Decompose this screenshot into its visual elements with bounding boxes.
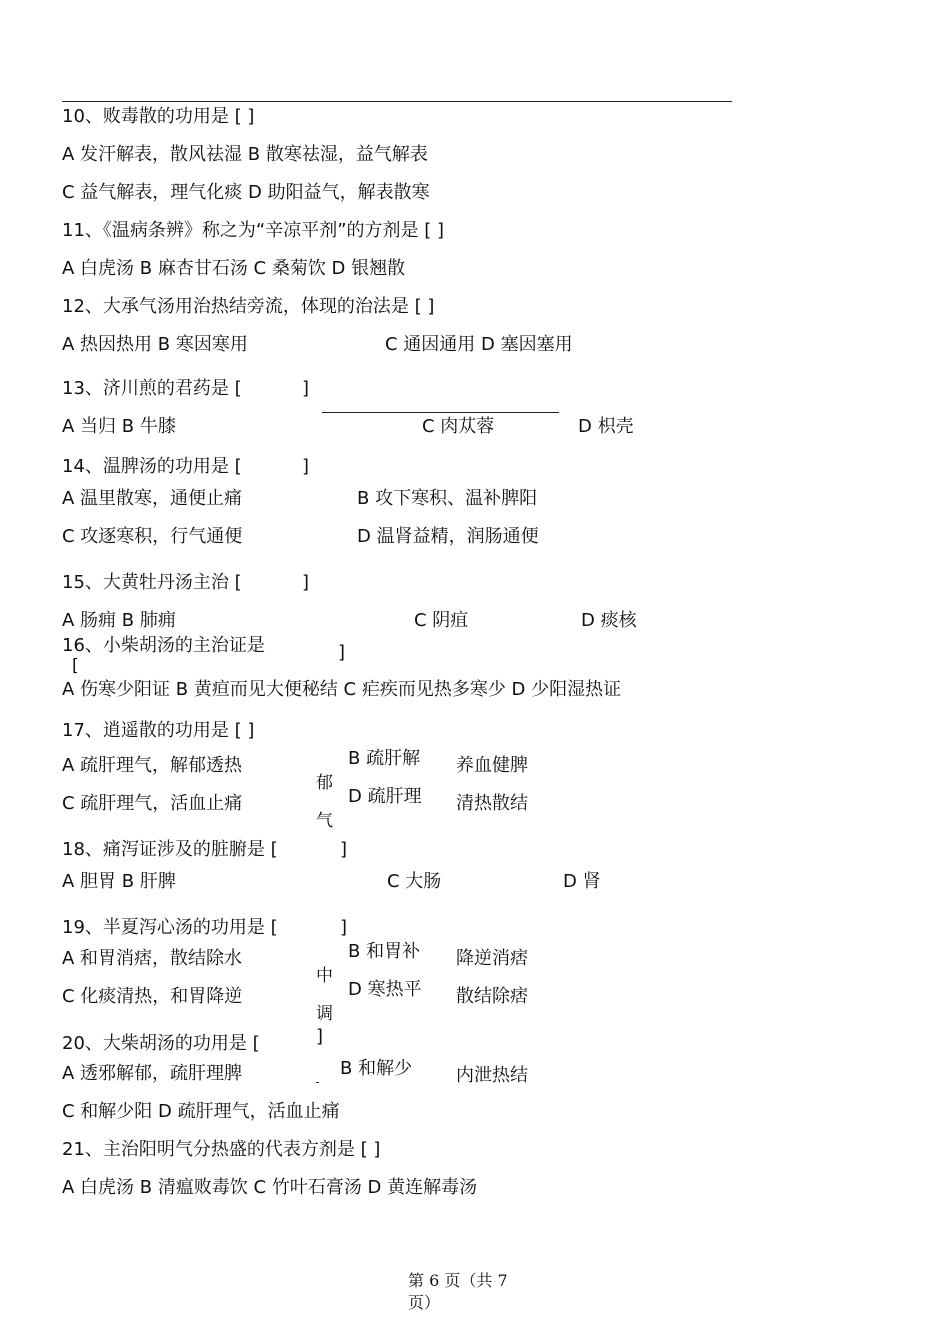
- question-17-option-b-fragment: 郁: [316, 773, 333, 793]
- question-15-bracket: ]: [302, 572, 310, 593]
- question-19-option-a: A 和胃消痞，散结除水: [62, 948, 243, 969]
- question-20-option-b-tail: 内泄热结: [456, 1065, 528, 1086]
- question-17-stem: 17、逍遥散的功用是 [ ]: [62, 720, 255, 741]
- question-10-options-cd: C 益气解表，理气化痰 D 助阳益气，解表散寒: [62, 182, 430, 203]
- question-21-stem: 21、主治阳明气分热盛的代表方剂是 [ ]: [62, 1139, 381, 1160]
- question-18-options-ab: A 胆胃 B 肝脾: [62, 871, 176, 892]
- question-17-option-a: A 疏肝理气，解郁透热: [62, 755, 243, 776]
- question-17-option-d-fragment: 气: [316, 811, 333, 831]
- question-14-option-c: C 攻逐寒积，行气通便: [62, 526, 243, 547]
- question-11-options: A 白虎汤 B 麻杏甘石汤 C 桑菊饮 D 银翘散: [62, 258, 406, 279]
- question-19-option-b-fragment: 中: [316, 966, 333, 986]
- question-17-option-d: D 疏肝理: [348, 786, 422, 807]
- question-19-option-d-fragment: 调: [316, 1004, 333, 1024]
- question-19-option-d-tail: 散结除痞: [456, 986, 528, 1007]
- question-17-option-b-tail: 养血健脾: [456, 755, 528, 776]
- question-15-option-c: C 阴疽: [414, 610, 469, 631]
- question-20-options-cd: C 和解少阳 D 疏肝理气，活血止痛: [62, 1101, 340, 1122]
- question-10-stem: 10、败毒散的功用是 [ ]: [62, 106, 255, 127]
- question-21-options: A 白虎汤 B 清瘟败毒饮 C 竹叶石膏汤 D 黄连解毒汤: [62, 1177, 478, 1198]
- question-13-stem: 13、济川煎的君药是 [: [62, 378, 242, 399]
- question-18-bracket: ]: [340, 839, 348, 860]
- question-16-stem: 16、小柴胡汤的主治证是: [62, 635, 265, 656]
- question-20-option-b: B 和解少: [340, 1058, 413, 1079]
- question-13-options-ab: A 当归 B 牛膝: [62, 416, 176, 437]
- question-15-option-d: D 痰核: [581, 610, 637, 631]
- question-14-option-d: D 温肾益精，润肠通便: [357, 526, 539, 547]
- question-13-bracket: ]: [302, 378, 310, 399]
- question-20-option-a: A 透邪解郁，疏肝理脾: [62, 1063, 243, 1084]
- question-18-option-d: D 肾: [563, 871, 601, 892]
- question-13-option-d: D 枳壳: [578, 416, 634, 437]
- page-number-line2: 页）: [408, 1293, 441, 1312]
- question-19-option-c: C 化痰清热，和胃降逆: [62, 986, 243, 1007]
- question-12-options-ab: A 热因热用 B 寒因寒用: [62, 334, 248, 355]
- question-19-stem: 19、半夏泻心汤的功用是 [: [62, 917, 278, 938]
- question-19-bracket: ]: [340, 917, 348, 938]
- question-13-option-c: C 肉苁蓉: [422, 416, 495, 437]
- question-19-option-b-tail: 降逆消痞: [456, 948, 528, 969]
- question-13-rule: [322, 412, 559, 413]
- question-14-stem: 14、温脾汤的功用是 [: [62, 456, 242, 477]
- question-20-bracket: ]: [316, 1026, 324, 1047]
- top-rule: [62, 101, 732, 102]
- question-14-bracket: ]: [302, 456, 310, 477]
- question-12-options-cd: C 通因通用 D 塞因塞用: [385, 334, 573, 355]
- question-16-bracket: ]: [338, 642, 346, 663]
- question-20-mark: [316, 1082, 319, 1083]
- question-15-stem: 15、大黄牡丹汤主治 [: [62, 572, 242, 593]
- question-18-stem: 18、痛泻证涉及的脏腑是 [: [62, 839, 278, 860]
- question-14-option-a: A 温里散寒，通便止痛: [62, 488, 243, 509]
- question-11-stem: 11、《温病条辨》称之为“辛凉平剂”的方剂是 [ ]: [62, 220, 445, 241]
- question-19-option-d: D 寒热平: [348, 979, 422, 1000]
- question-12-stem: 12、大承气汤用治热结旁流，体现的治法是 [ ]: [62, 296, 435, 317]
- question-17-option-c: C 疏肝理气，活血止痛: [62, 793, 243, 814]
- question-10-options-ab: A 发汗解表，散风祛湿 B 散寒祛湿，益气解表: [62, 144, 428, 165]
- question-18-option-c: C 大肠: [387, 871, 442, 892]
- page-footer: [408, 1270, 518, 1314]
- page-number-line1: 第 6 页（共 7: [408, 1271, 508, 1290]
- question-16-options: A 伤寒少阳证 B 黄疸而见大便秘结 C 疟疾而见热多寒少 D 少阳湿热证: [62, 679, 622, 700]
- question-17-option-b: B 疏肝解: [348, 748, 421, 769]
- question-14-option-b: B 攻下寒积、温补脾阳: [357, 488, 538, 509]
- question-15-options-ab: A 肠痈 B 肺痈: [62, 610, 176, 631]
- question-19-option-b: B 和胃补: [348, 941, 421, 962]
- question-17-option-d-tail: 清热散结: [456, 793, 528, 814]
- question-16-bracket-open: [: [72, 656, 79, 676]
- question-20-stem: 20、大柴胡汤的功用是 [: [62, 1033, 260, 1054]
